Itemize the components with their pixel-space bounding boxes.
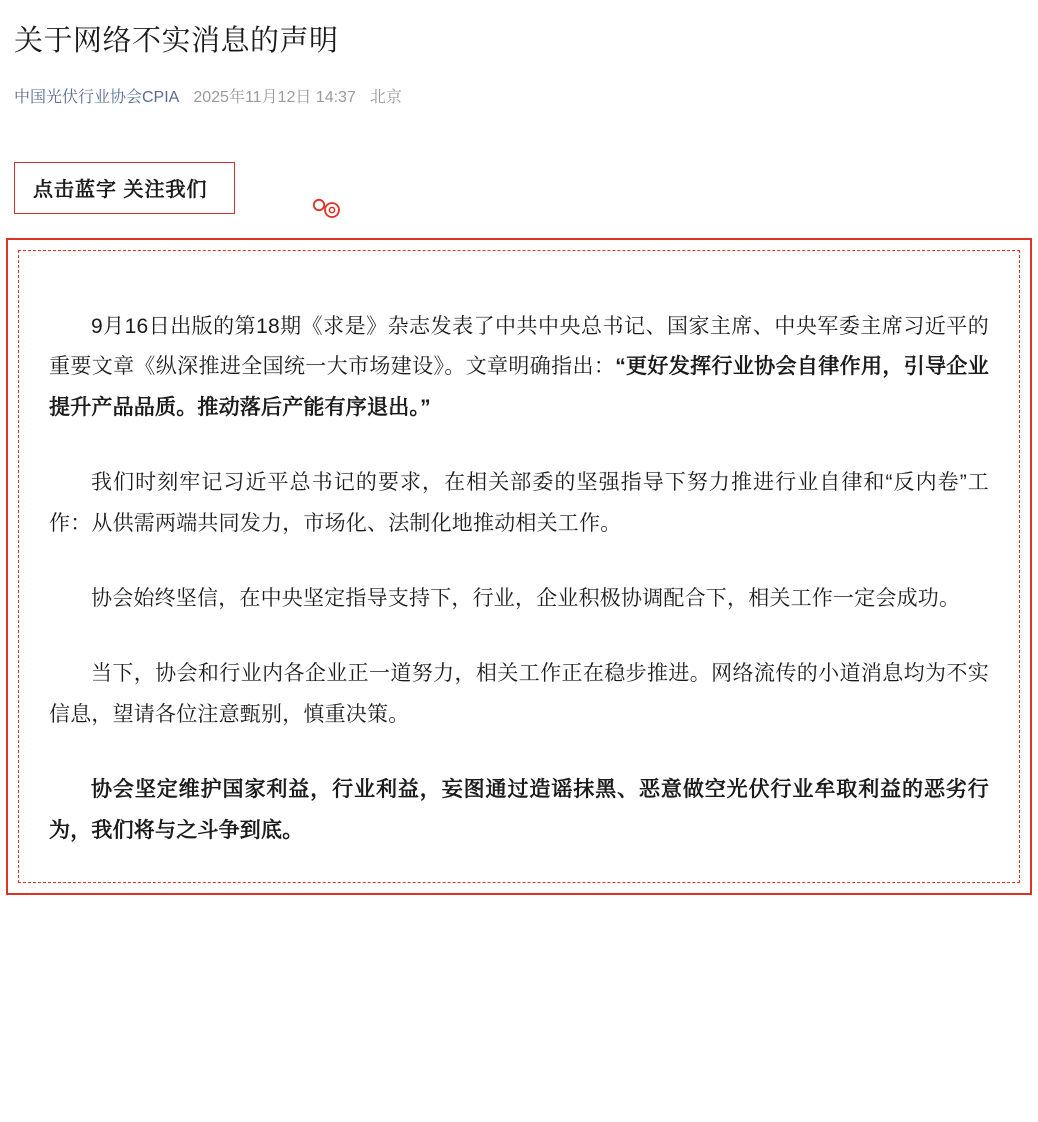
paragraph-2: 我们时刻牢记习近平总书记的要求，在相关部委的坚强指导下努力推进行业自律和“反内卷”工作：从供需两端共同发力，市场化、法制化地推动相关工作。 — [49, 471, 989, 536]
follow-banner — [14, 162, 1038, 220]
statement-frame — [6, 238, 1032, 895]
paragraph-1 — [49, 307, 989, 430]
account-link[interactable]: 中国光伏行业协会CPIA — [14, 89, 180, 107]
article-header — [0, 0, 1038, 110]
statement-body — [18, 250, 1020, 883]
paragraph-4: 当下，协会和行业内各企业正一道努力，相关工作正在稳步推进。网络流传的小道消息均为不实信息，望请各位注意甄别，慎重决策。 — [49, 662, 989, 727]
flower-deco-icon — [310, 194, 344, 220]
article-meta — [14, 87, 1018, 109]
paragraph-1-text-bold: “更好发挥行业协会自律作用，引导企业提升产品品质。推动落后产能有序退出。” — [49, 355, 989, 420]
follow-label: 点击蓝字 关注我们 — [33, 178, 208, 201]
publish-date: 2025年11月12日 14:37 — [193, 89, 356, 107]
paragraph-5: 协会坚定维护国家利益，行业利益，妄图通过造谣抹黑、恶意做空光伏行业牟取利益的恶劣行为，我们将与之斗争到底。 — [49, 778, 989, 842]
publish-location: 北京 — [369, 89, 402, 107]
follow-box[interactable] — [14, 162, 235, 214]
paragraph-1-text-plain: 9月16日出版的第18期《求是》杂志发表了中共中央总书记、国家主席、中央军委主席习近平的重要文章《纵深推进全国统一大市场建设》。文章明确指出： — [49, 314, 989, 379]
paragraph-3: 协会始终坚信，在中央坚定指导支持下，行业，企业积极协调配合下，相关工作一定会成功。 — [91, 587, 961, 611]
page-title: 关于网络不实消息的声明 — [14, 25, 339, 57]
